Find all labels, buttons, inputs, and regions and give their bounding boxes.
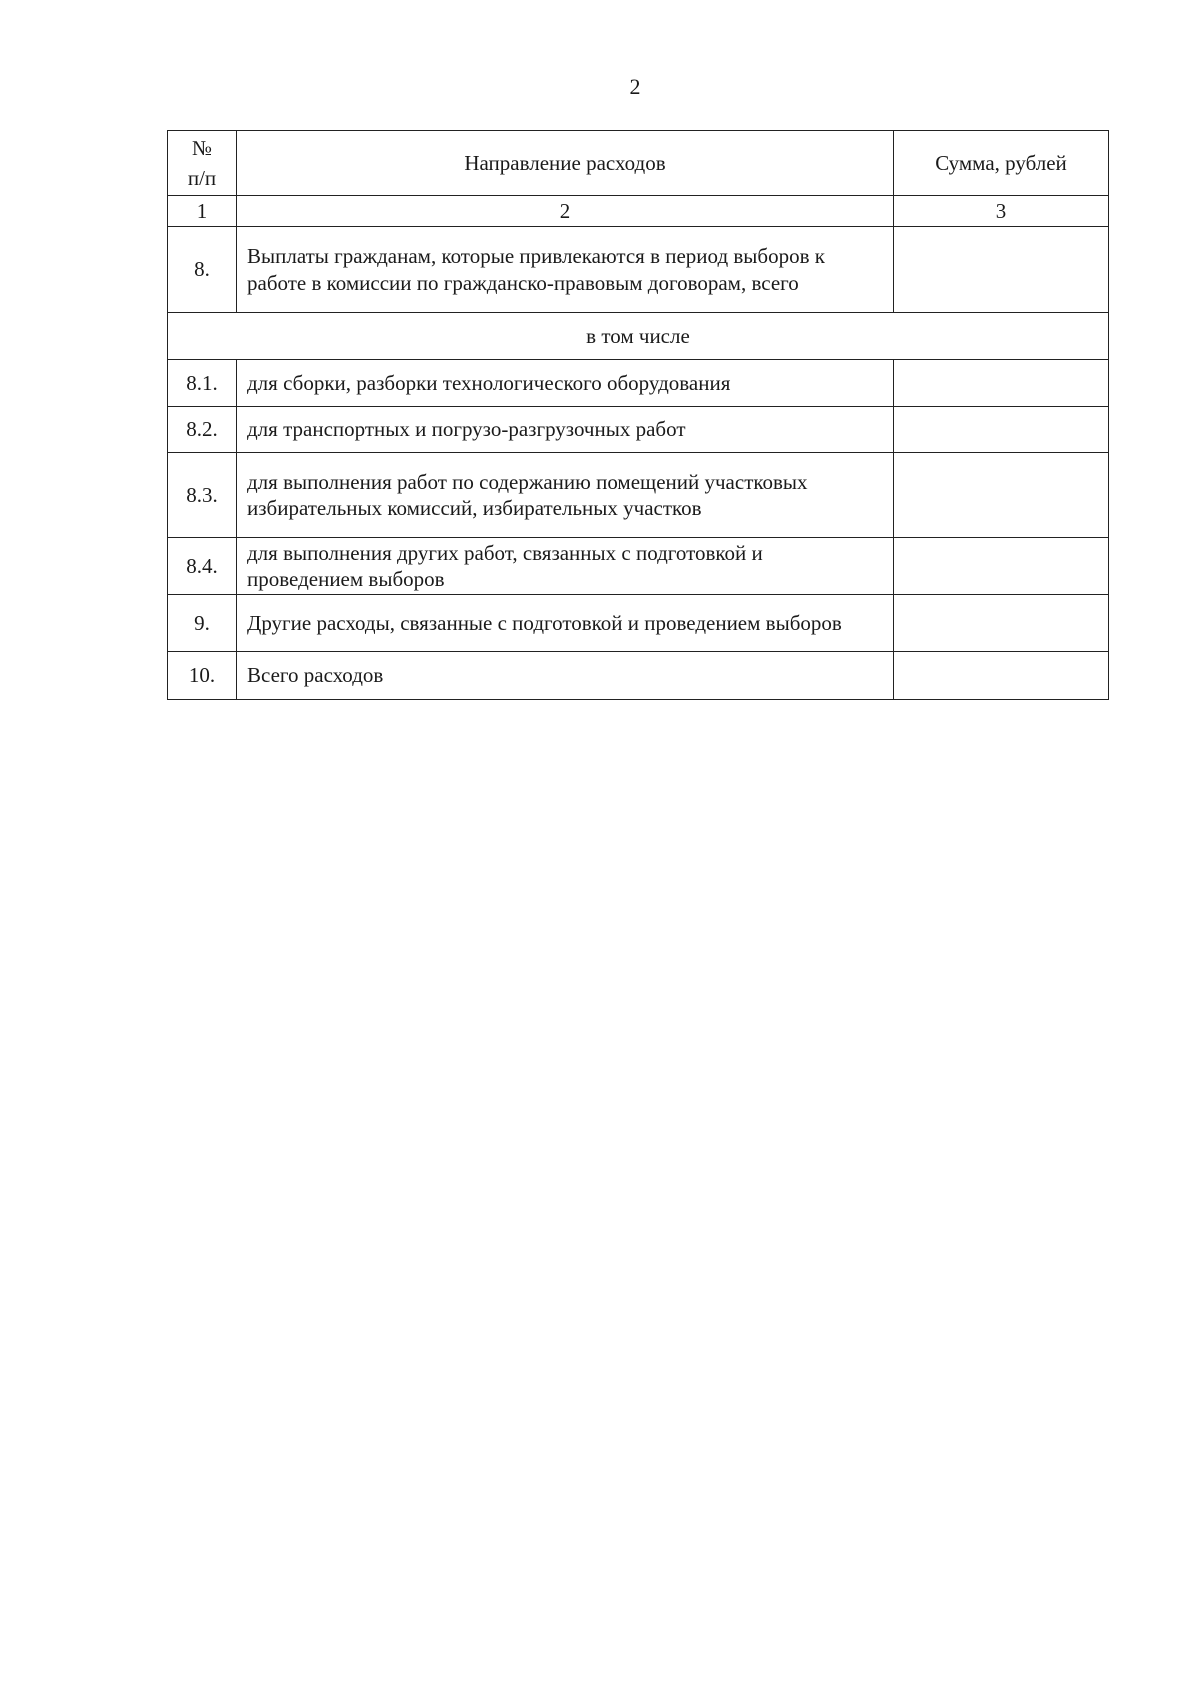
table-body [168,227,1109,700]
table-row [168,652,1109,700]
table-row [168,360,1109,407]
row-description: для выполнения работ по содержанию помещений участковых избирательных комиссий, избирательных участков [237,453,894,538]
header-number-sub: п/п [187,166,217,190]
row-sum [894,407,1109,453]
row-description: для сборки, разборки технологического оборудования [237,360,894,407]
table-row [168,595,1109,652]
column-index-1: 1 [168,196,237,227]
expenses-table [167,130,1109,700]
row-number: 8.1. [168,360,237,407]
row-sum [894,227,1109,313]
header-number-symbol: № [191,135,213,160]
row-sum [894,360,1109,407]
table-header-row [168,131,1109,196]
column-index-2: 2 [237,196,894,227]
row-sum [894,652,1109,700]
row-number: 8. [168,227,237,313]
subheader-row [168,313,1109,360]
row-description: для транспортных и погрузо-разгрузочных работ [237,407,894,453]
page-number: 2 [629,74,641,99]
row-sum [894,595,1109,652]
column-index-row [168,196,1109,227]
row-number: 8.3. [168,453,237,538]
subheader-label: в том числе [168,313,1109,360]
column-index-3: 3 [894,196,1109,227]
table-row [168,453,1109,538]
header-direction: Направление расходов [237,131,894,196]
row-number: 8.4. [168,538,237,595]
header-sum: Сумма, рублей [894,131,1109,196]
row-number: 9. [168,595,237,652]
table-row [168,407,1109,453]
row-description: для выполнения других работ, связанных с подготовкой и проведением выборов [237,538,894,595]
row-sum [894,538,1109,595]
table-row [168,227,1109,313]
row-description: Всего расходов [237,652,894,700]
row-number: 10. [168,652,237,700]
header-number [168,131,237,196]
row-sum [894,453,1109,538]
row-number: 8.2. [168,407,237,453]
row-description: Выплаты гражданам, которые привлекаются в период выборов к работе в комиссии по гражданско-правовым договорам, всего [237,227,894,313]
row-description: Другие расходы, связанные с подготовкой и проведением выборов [237,595,894,652]
table-row [168,538,1109,595]
